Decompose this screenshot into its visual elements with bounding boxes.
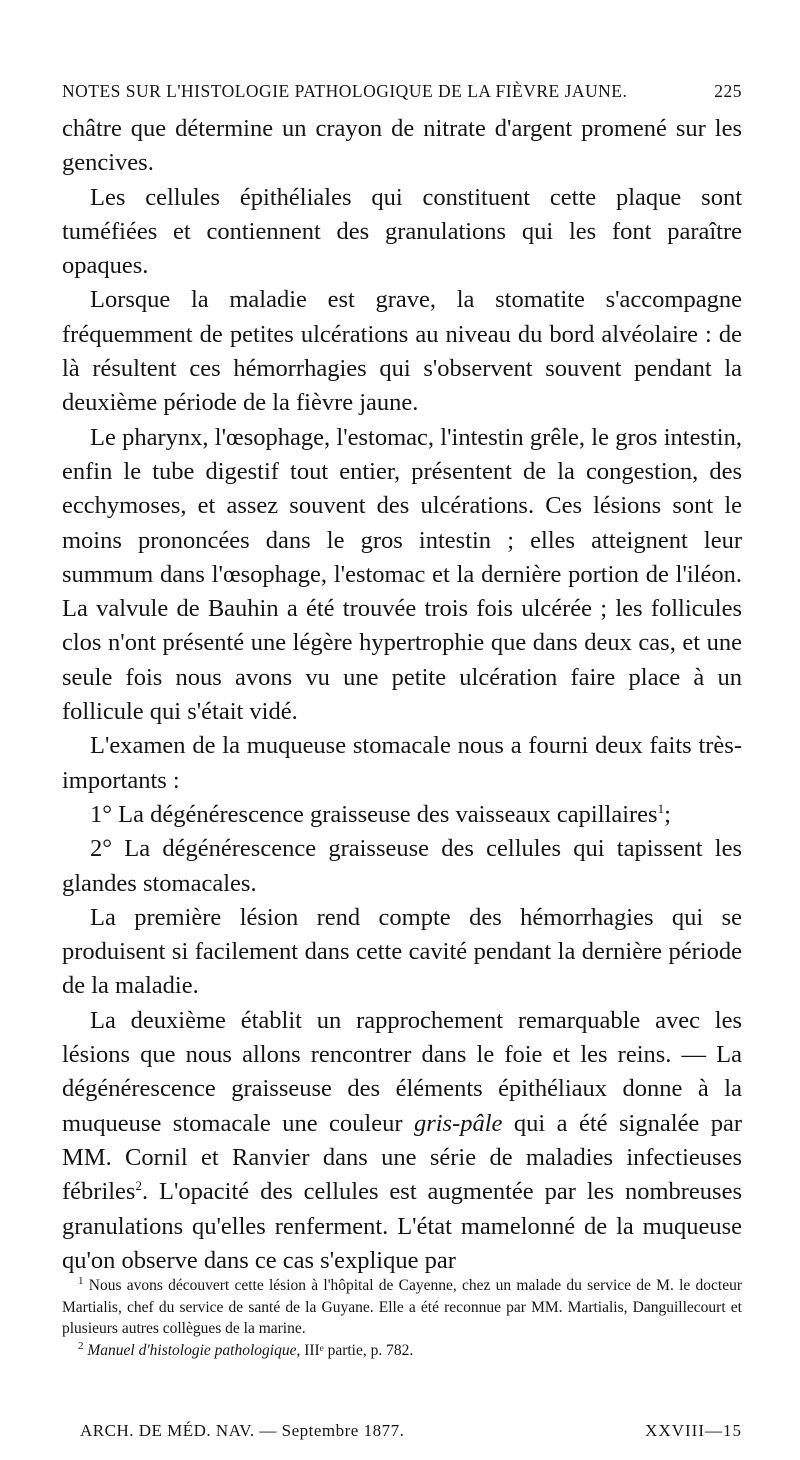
paragraph: La première lésion rend compte des hémorrhagies qui se produisent si facilement dans cette cavité pendant la dernière période de la maladie. [62,903,742,1000]
paragraph: Le pharynx, l'œsophage, l'estomac, l'intestin grêle, le gros intestin, enfin le tube digestif tout entier, présentent de la congestion, des ecchymoses, et assez souvent des ulcérations. Ces lésions sont le moins prononcées dans le gros intestin ; elles atteignent leur summum dans l'œsophage, l'estomac et la dernière portion de l'iléon. La valvule de Bauhin a été trouvée trois fois ulcérée ; les follicules clos n'ont présenté une légère hypertrophie que dans deux cas, et une seule fois nous avons vu une petite ulcération faire place à un follicule qui s'était vidé. [62,423,742,726]
paragraph: L'examen de la muqueuse stomacale nous a fourni deux faits très-importants : [62,732,742,794]
journal-reference: ARCH. DE MÉD. NAV. — Septembre 1877. [80,1421,405,1440]
list-item [62,798,742,832]
footnote-text: Nous avons découvert cette lésion à l'hôpital de Cayenne, chez un malade du service de M. le docteur Martialis, chef du service de santé de la Guyane. Elle a été reconnue par MM. Martialis, Danguillecourt et plusieurs autres collègues de la marine. [62,1277,742,1337]
footnote [62,1340,742,1362]
paragraph [62,1004,742,1278]
paragraph-continuation: châtre que détermine un crayon de nitrate d'argent promené sur les gencives. [62,115,742,177]
text-run: . L'opacité des cellules est augmentée par les nombreuses granulations qu'elles renferment. L'état mamelonné de la muqueuse qu'on observe dans ce cas s'explique par [62,1178,742,1274]
list-item-end: ; [664,800,671,828]
footnotes [62,1275,742,1361]
footnote-mark: 2 [78,1339,84,1352]
text-run: qui a été signalée par MM. Cornil et Ranvier dans une série de maladies infectieuses fébriles [62,1109,742,1206]
signature-mark: XXVIII—15 [645,1421,742,1440]
text-run: La deuxième établit un rapprochement remarquable avec les lésions que nous allons rencontrer dans le foie et les reins. — La dégénérescence graisseuse des éléments épithéliaux donne à la muqueuse stomacale une couleur [62,1006,742,1137]
paragraph: Lorsque la maladie est grave, la stomatite s'accompagne fréquemment de petites ulcérations au niveau du bord alvéolaire : de là résultent ces hémorrhagies qui s'observent souvent pendant la deuxième période de la fièvre jaune. [62,286,742,417]
list-item-text: 1° La dégénérescence graisseuse des vaisseaux capillaires [90,800,658,828]
footnote-reference: 2 [135,1178,142,1194]
footnote [62,1275,742,1340]
main-text [62,112,742,1278]
footnote-title: Manuel d'histologie pathologique [87,1341,297,1359]
page-number: 225 [714,81,742,101]
footnote-mark: 1 [78,1274,84,1287]
running-header [62,80,742,102]
footnote-reference: 1 [657,800,665,816]
footnote-text: , IIIᵉ partie, p. 782. [296,1341,414,1359]
paragraph: Les cellules épithéliales qui constituent cette plaque sont tuméfiées et contiennent des granulations qui les font paraître opaques. [62,183,742,280]
running-title: NOTES SUR L'HISTOLOGIE PATHOLOGIQUE DE LA FIÈVRE JAUNE. [62,81,628,101]
emphasis-text: gris-pâle [413,1109,503,1137]
list-item: 2° La dégénérescence graisseuse des cellules qui tapissent les glandes stomacales. [62,835,742,897]
